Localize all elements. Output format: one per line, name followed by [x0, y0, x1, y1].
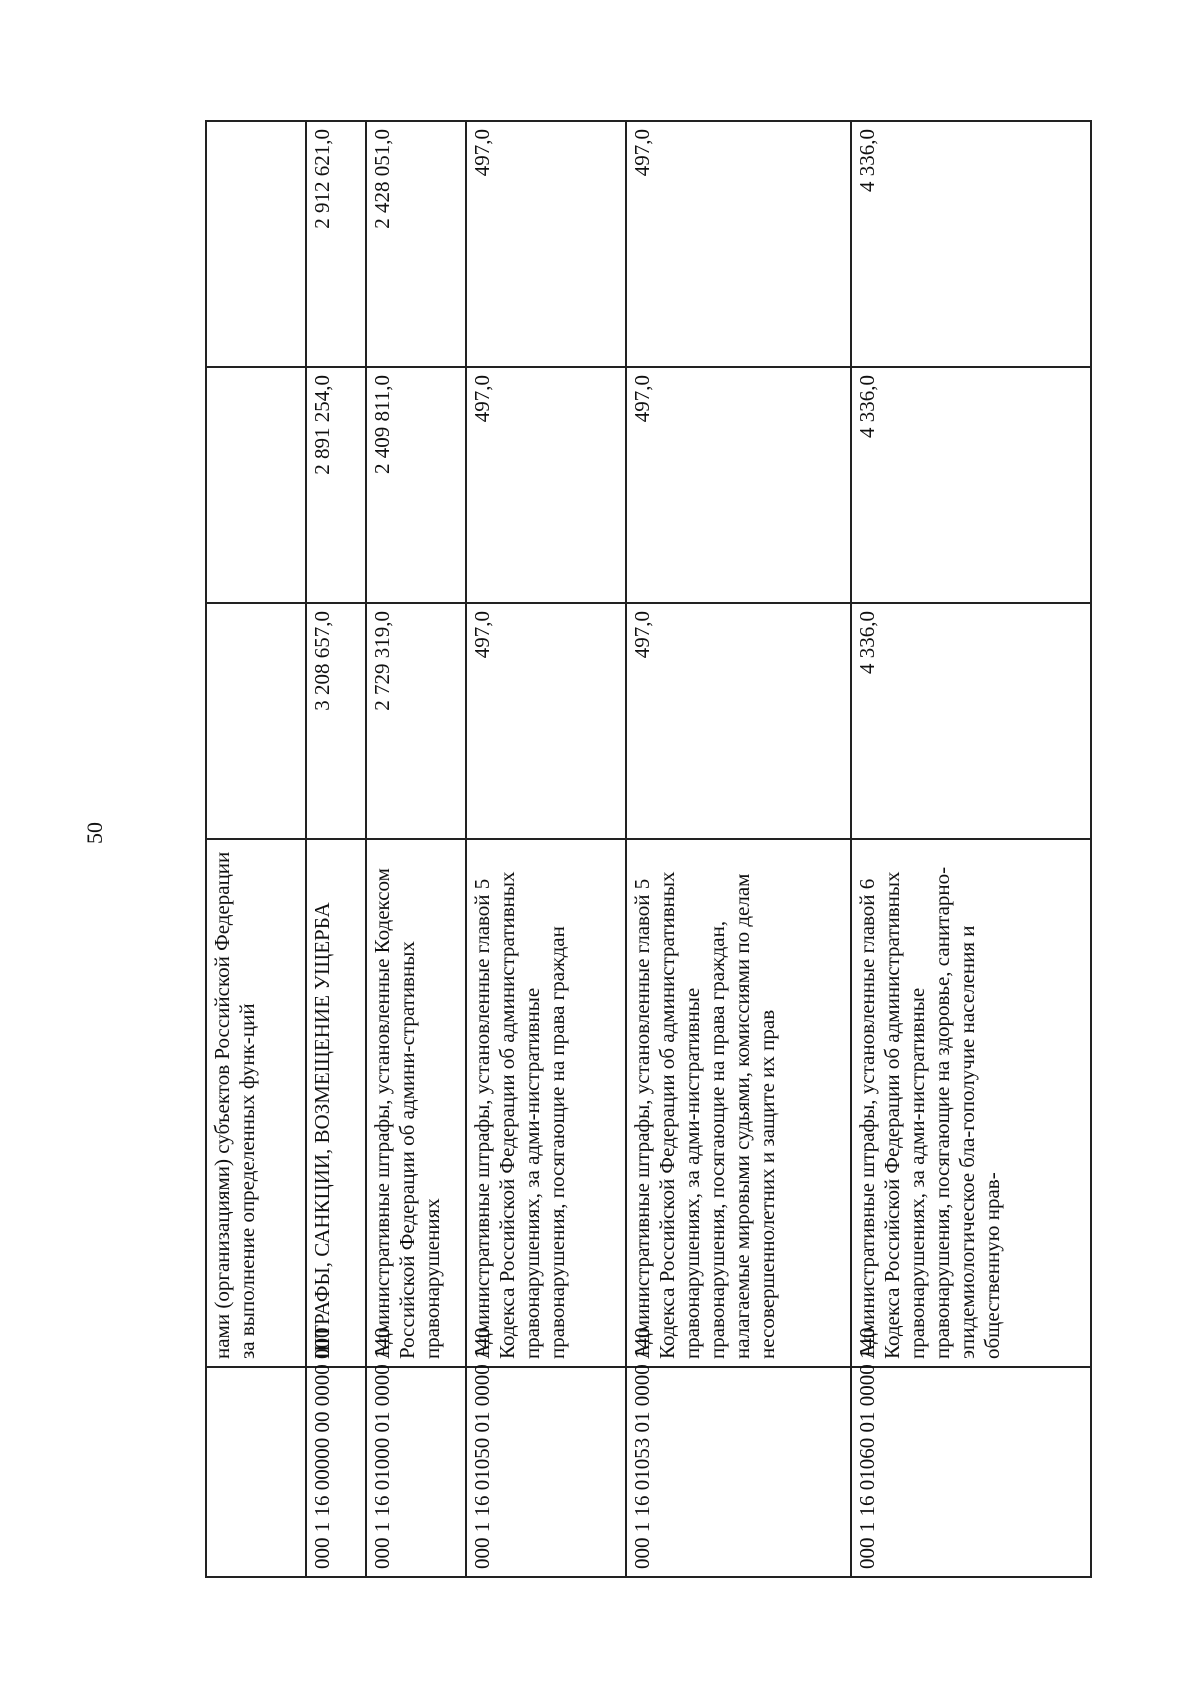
income-name: нами (организациями) субъектов Российской Федерации за выполнение определенных функ-ций [206, 839, 306, 1367]
amount-year-2: 2 891 254,0 [306, 367, 366, 603]
table-row [466, 121, 626, 1577]
income-name: ШТРАФЫ, САНКЦИИ, ВОЗМЕЩЕНИЕ УЩЕРБА [306, 839, 366, 1367]
amount-year-2: 497,0 [466, 367, 626, 603]
amount-year-3 [206, 121, 306, 367]
amount-year-3: 4 336,0 [851, 121, 1091, 367]
table-row [206, 121, 306, 1577]
amount-year-1 [206, 603, 306, 839]
amount-year-1: 2 729 319,0 [366, 603, 466, 839]
rotated-table-container [205, 122, 1090, 1578]
amount-year-1: 497,0 [626, 603, 851, 839]
classification-code: 000 1 16 01060 01 0000 140 [851, 1367, 1091, 1577]
classification-code [206, 1367, 306, 1577]
classification-code: 000 1 16 00000 00 0000 000 [306, 1367, 366, 1577]
table-row [366, 121, 466, 1577]
classification-code: 000 1 16 01053 01 0000 140 [626, 1367, 851, 1577]
amount-year-1: 3 208 657,0 [306, 603, 366, 839]
table-row [626, 121, 851, 1577]
budget-table [205, 120, 1092, 1578]
classification-code: 000 1 16 01050 01 0000 140 [466, 1367, 626, 1577]
income-name: Административные штрафы, установленные главой 5 Кодекса Российской Федерации об административных правонарушениях, за адми-нистративные правонарушения, посягающие на права граждан [466, 839, 626, 1367]
amount-year-1: 497,0 [466, 603, 626, 839]
income-name: Административные штрафы, установленные главой 6 Кодекса Российской Федерации об административных правонарушениях, за адми-нистративные правонарушения, посягающие на здоровье, санитарно-эпидемиологическое бла-гополучие населения и общественную нрав- [851, 839, 1091, 1367]
amount-year-3: 497,0 [466, 121, 626, 367]
amount-year-2: 4 336,0 [851, 367, 1091, 603]
table-row [851, 121, 1091, 1577]
amount-year-3: 2 428 051,0 [366, 121, 466, 367]
income-name: Административные штрафы, установленные Кодексом Российской Федерации об админи-стративных правонарушениях [366, 839, 466, 1367]
amount-year-2: 2 409 811,0 [366, 367, 466, 603]
classification-code: 000 1 16 01000 01 0000 140 [366, 1367, 466, 1577]
amount-year-3: 2 912 621,0 [306, 121, 366, 367]
table-row [306, 121, 366, 1577]
amount-year-3: 497,0 [626, 121, 851, 367]
page-number: 50 [82, 822, 107, 844]
amount-year-2: 497,0 [626, 367, 851, 603]
amount-year-2 [206, 367, 306, 603]
income-name: Административные штрафы, установленные главой 5 Кодекса Российской Федерации об административных правонарушениях, за адми-нистративные правонарушения, посягающие на права граждан, налагаемые мировыми судьями, комиссиями по делам несовершеннолетних и защите их прав [626, 839, 851, 1367]
amount-year-1: 4 336,0 [851, 603, 1091, 839]
